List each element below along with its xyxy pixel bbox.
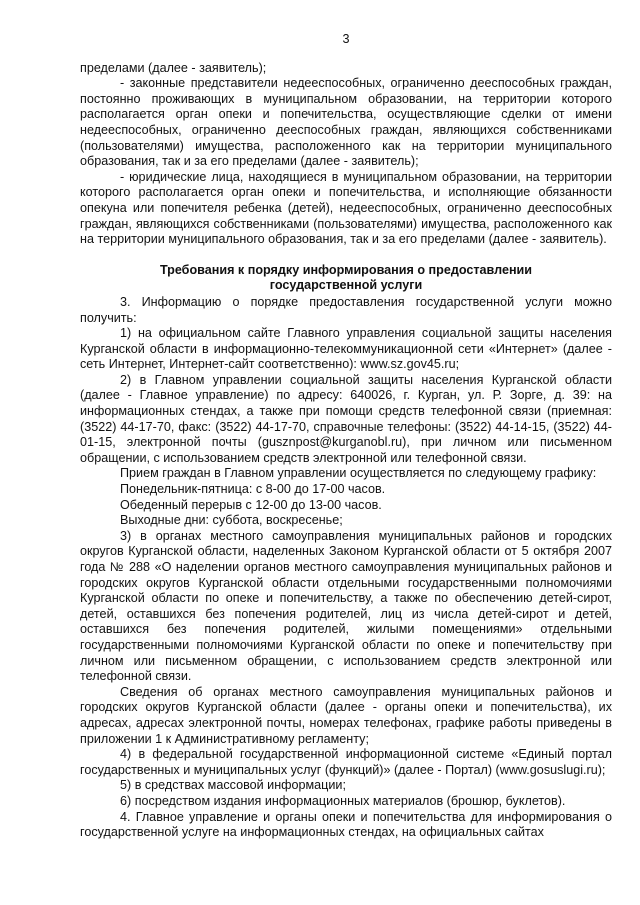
paragraph-subitem-2: 2) в Главном управлении социальной защиты населения Курганской области (далее - Главное управление) по адресу: 640026, г. Курган, ул. Р. Зорге, д. 39: на информационных стендах, а также при помощи средств телефонной связи (приемная: (3522) 44-17-70, факс: (3522) 44-17-70, справочные телефоны: (3522) 44-14-15, (3522) 44-01-15, электронной почты (gusznpost@kurganobl.ru), при личном или письменном обращении, с использованием средств электронной или телефонной связи. bbox=[80, 372, 612, 465]
paragraph-schedule-lunch: Обеденный перерыв с 12-00 до 13-00 часов. bbox=[120, 497, 382, 512]
page-number: 3 bbox=[342, 32, 350, 46]
paragraph-legal-representatives: - законные представители недееспособных, ограниченно дееспособных граждан, постоянно проживающих в муниципальном образовании, на территории которого располагается орган опеки и попечительства, осуществляющие сделки от имени недееспособных, ограниченно дееспособных граждан, являющихся собственниками (пользователями) имущества, расположенного как на территории муниципального образования, так и за его пределами (далее - заявитель); bbox=[80, 76, 612, 169]
paragraph-item-3: 3. Информацию о порядке предоставления государственной услуги можно получить: bbox=[80, 294, 612, 325]
paragraph-subitem-5: 5) в средствах массовой информации; bbox=[120, 778, 346, 793]
paragraph-subitem-1: 1) на официальном сайте Главного управления социальной защиты населения Курганской области в информационно-телекоммуникационной сети «Интернет» (далее - сеть Интернет, Интернет-сайт соответственно): www.sz.gov45.ru; bbox=[80, 326, 612, 372]
paragraph-schedule-weekdays: Понедельник-пятница: с 8-00 до 17-00 часов. bbox=[120, 482, 386, 497]
paragraph-legal-entities: - юридические лица, находящиеся в муниципальном образовании, на территории которого располагается орган опеки и попечительства, и исполняющие обязанности опекуна или попечителя ребенка (детей), недееспособных, ограниченно дееспособных граждан, являющихся собственниками (пользователями) имущества, расположенного как на территории муниципального образования, так и за его пределами (далее - заявитель). bbox=[80, 169, 612, 247]
paragraph-subitem-4: 4) в федеральной государственной информационной системе «Единый портал государственных и муниципальных услуг (функций)» (далее - Портал) (www.gosuslugi.ru); bbox=[80, 747, 612, 777]
paragraph-item-4: 4. Главное управление и органы опеки и попечительства для информирования о государственной услуге на информационных стендах, на официальных сайтах bbox=[80, 809, 612, 840]
section-title: Требования к порядку информирования о предоставлении государственной услуги bbox=[159, 262, 533, 293]
paragraph-applicant-end: пределами (далее - заявитель); bbox=[80, 60, 267, 75]
paragraph-schedule-weekend: Выходные дни: суббота, воскресенье; bbox=[120, 513, 343, 528]
paragraph-subitem-3: 3) в органах местного самоуправления муниципальных районов и городских округов Курганской области, наделенных Законом Курганской области от 5 октября 2007 года № 288 «О наделении органов местного самоуправления муниципальных районов и городских округов Курганской области отдельными государственными полномочиями Курганской области по опеке и попечительству, а также по обеспечению детей-сирот, детей, оставшихся без попечения родителей, лиц из числа детей-сирот и детей, оставшихся без попечения родителей, жилыми помещениями» отдельными государственными полномочиями Курганской области по опеке и попечительству при личном или письменном обращении, с использованием средств электронной или телефонной связи. bbox=[80, 528, 612, 684]
paragraph-schedule-intro: Прием граждан в Главном управлении осуществляется по следующему графику: bbox=[120, 466, 597, 481]
paragraph-subitem-6: 6) посредством издания информационных материалов (брошюр, буклетов). bbox=[120, 793, 566, 808]
paragraph-guardianship-info: Сведения об органах местного самоуправления муниципальных районов и городских округов Курганской области (далее - органы опеки и попечительства), их адресах, адресах электронной почты, номерах телефонах, графике работы приведены в приложении 1 к Административному регламенту; bbox=[80, 684, 612, 746]
